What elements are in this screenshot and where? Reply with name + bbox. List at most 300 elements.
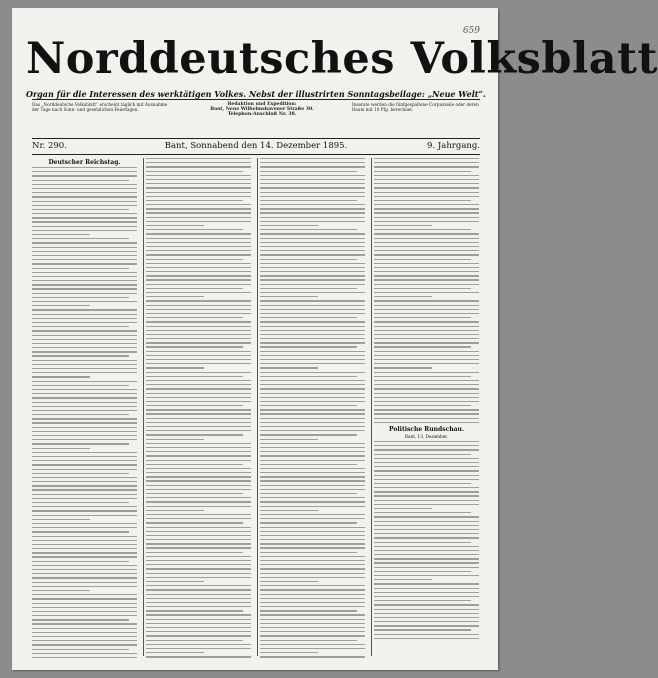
text-line	[146, 212, 251, 213]
text-line	[374, 600, 471, 601]
text-line	[374, 372, 479, 373]
text-line	[374, 196, 479, 197]
text-line	[374, 309, 479, 310]
text-line	[32, 205, 137, 206]
text-line	[32, 657, 137, 658]
text-line	[32, 536, 137, 537]
text-line	[260, 250, 365, 251]
text-line	[374, 537, 479, 538]
text-line	[146, 330, 251, 331]
text-line	[32, 201, 137, 202]
text-line	[260, 401, 365, 402]
text-line	[260, 489, 365, 490]
text-line	[374, 525, 479, 526]
text-line	[374, 529, 479, 530]
text-line	[32, 548, 137, 549]
text-line	[32, 259, 137, 260]
text-line	[374, 267, 479, 268]
text-line	[260, 581, 318, 582]
text-line	[32, 351, 137, 352]
text-line	[146, 489, 251, 490]
text-line	[260, 212, 365, 213]
text-line	[32, 301, 137, 302]
text-line	[146, 300, 251, 301]
text-line	[374, 445, 479, 446]
text-line	[32, 402, 137, 403]
text-line	[146, 623, 251, 624]
text-line	[146, 556, 251, 557]
text-line	[374, 491, 479, 492]
text-line	[146, 426, 251, 427]
header-mid-line-2: Bant, Neue Wilhelmshavener Straße 30.	[210, 107, 314, 113]
text-line	[146, 376, 243, 377]
text-line	[32, 531, 129, 532]
masthead-title: Norddeutsches Volksblatt	[26, 34, 658, 84]
text-line	[260, 468, 365, 469]
text-line	[260, 259, 357, 260]
text-line	[146, 380, 251, 381]
text-line	[260, 497, 365, 498]
text-line	[32, 226, 137, 227]
text-line	[260, 648, 365, 649]
text-line	[374, 562, 479, 563]
dateline-rule-top	[32, 138, 480, 139]
text-line	[374, 384, 479, 385]
text-line	[146, 166, 251, 167]
text-line	[146, 208, 251, 209]
text-line	[146, 238, 251, 239]
text-line	[32, 309, 137, 310]
text-line	[32, 397, 137, 398]
text-line	[374, 393, 479, 394]
text-line	[374, 554, 479, 555]
text-line	[374, 413, 479, 414]
header-left-info: Das „Norddeutsche Volksblatt“ erscheint täglich mit Ausnahme der Tage nach Sonn- und gesetzlichen Feiertagen.	[32, 102, 168, 113]
text-line	[32, 485, 137, 486]
text-line	[374, 638, 479, 639]
text-line	[146, 279, 251, 280]
text-line	[146, 527, 251, 528]
text-line	[32, 167, 137, 168]
text-line	[260, 171, 357, 172]
text-line	[374, 629, 471, 630]
text-line	[146, 573, 251, 574]
column-1-text	[32, 167, 137, 658]
text-line	[374, 516, 479, 517]
text-line	[260, 338, 365, 339]
text-line	[374, 259, 471, 260]
text-line	[374, 351, 479, 352]
text-line	[260, 476, 365, 477]
text-line	[146, 271, 251, 272]
text-line	[374, 171, 471, 172]
text-line	[374, 588, 479, 589]
text-line	[146, 259, 243, 260]
text-line	[374, 326, 479, 327]
text-line	[32, 230, 137, 231]
text-line	[32, 414, 129, 415]
text-line	[260, 313, 365, 314]
text-line	[260, 225, 318, 226]
text-columns	[32, 158, 480, 658]
text-line	[260, 606, 365, 607]
column-4	[374, 158, 479, 658]
text-line	[260, 321, 365, 322]
text-line	[32, 598, 137, 599]
text-line	[374, 634, 479, 635]
text-line	[146, 250, 251, 251]
text-line	[374, 454, 471, 455]
text-line	[146, 635, 251, 636]
text-line	[32, 255, 137, 256]
text-line	[32, 552, 137, 553]
text-line	[260, 623, 365, 624]
text-line	[374, 359, 479, 360]
text-line	[32, 355, 129, 356]
text-line	[260, 288, 357, 289]
text-line	[32, 288, 137, 289]
text-line	[146, 292, 251, 293]
text-line	[260, 631, 365, 632]
text-line	[32, 272, 137, 273]
issue-date: Bant, Sonnabend den 14. Dezember 1895.	[164, 141, 348, 151]
text-line	[374, 583, 479, 584]
text-line	[260, 430, 365, 431]
text-line	[260, 413, 365, 414]
text-line	[260, 472, 365, 473]
text-line	[374, 596, 479, 597]
text-line	[32, 347, 137, 348]
text-line	[260, 598, 365, 599]
text-line	[260, 535, 365, 536]
text-line	[374, 495, 479, 496]
text-line	[374, 208, 479, 209]
volume-number: 9. Jahrgang.	[427, 141, 480, 151]
text-line	[32, 368, 137, 369]
text-line	[146, 468, 251, 469]
text-line	[32, 628, 137, 629]
text-line	[374, 166, 479, 167]
text-line	[260, 531, 365, 532]
text-line	[32, 284, 137, 285]
text-line	[146, 447, 251, 448]
text-line	[374, 512, 471, 513]
text-line	[260, 573, 365, 574]
text-line	[32, 410, 137, 411]
text-line	[146, 192, 251, 193]
text-line	[260, 388, 365, 389]
text-line	[260, 355, 365, 356]
text-line	[32, 175, 137, 176]
text-line	[374, 462, 479, 463]
text-line	[146, 480, 251, 481]
text-line	[32, 234, 90, 235]
text-line	[374, 592, 479, 593]
text-line	[374, 409, 479, 410]
text-line	[260, 376, 357, 377]
text-line	[146, 284, 251, 285]
text-line	[260, 233, 365, 234]
text-line	[374, 401, 479, 402]
text-line	[32, 322, 137, 323]
text-line	[260, 568, 365, 569]
text-line	[146, 451, 251, 452]
text-line	[260, 577, 365, 578]
text-line	[146, 472, 251, 473]
text-line	[32, 498, 137, 499]
text-line	[374, 376, 471, 377]
text-line	[146, 359, 251, 360]
text-line	[32, 577, 137, 578]
text-line	[146, 326, 251, 327]
text-line	[374, 483, 471, 484]
text-line	[374, 500, 479, 501]
text-line	[374, 233, 479, 234]
text-line	[260, 279, 365, 280]
text-line	[146, 652, 204, 653]
text-line	[260, 204, 365, 205]
text-line	[374, 504, 479, 505]
text-line	[146, 560, 251, 561]
text-line	[260, 196, 365, 197]
text-line	[260, 656, 365, 657]
text-line	[374, 330, 479, 331]
text-line	[146, 162, 251, 163]
text-line	[146, 233, 251, 234]
header-right-info: Inserate werden die fünfgespaltene Corpuszeile oder deren Raum mit 10 Pfg. berechnet.	[352, 102, 479, 113]
text-line	[146, 409, 251, 410]
column-2	[146, 158, 251, 658]
text-line	[146, 196, 251, 197]
text-line	[146, 598, 251, 599]
text-line	[374, 192, 479, 193]
text-line	[146, 355, 251, 356]
text-line	[32, 171, 137, 172]
text-line	[32, 343, 137, 344]
text-line	[374, 175, 479, 176]
text-line	[32, 305, 90, 306]
text-line	[146, 242, 251, 243]
text-line	[374, 162, 479, 163]
text-line	[374, 238, 479, 239]
text-line	[146, 413, 251, 414]
text-line	[146, 485, 251, 486]
text-line	[32, 515, 137, 516]
text-line	[32, 469, 137, 470]
column-4-text-bottom	[374, 441, 479, 639]
text-line	[374, 321, 479, 322]
text-line	[146, 640, 243, 641]
text-line	[146, 229, 243, 230]
text-line	[32, 506, 137, 507]
text-line	[374, 613, 479, 614]
text-line	[146, 296, 204, 297]
page-number: 659	[462, 26, 480, 36]
text-line	[146, 535, 251, 536]
text-line	[146, 384, 251, 385]
text-line	[260, 560, 365, 561]
text-line	[32, 221, 137, 222]
text-line	[374, 212, 479, 213]
text-line	[146, 614, 251, 615]
text-line	[374, 363, 479, 364]
text-line	[260, 602, 365, 603]
text-line	[32, 439, 137, 440]
text-line	[374, 533, 479, 534]
text-line	[374, 254, 479, 255]
text-line	[374, 204, 479, 205]
text-line	[146, 363, 251, 364]
text-line	[146, 510, 204, 511]
text-line	[32, 318, 137, 319]
text-line	[146, 275, 251, 276]
text-line	[374, 179, 479, 180]
text-line	[374, 242, 479, 243]
text-line	[374, 346, 471, 347]
text-line	[260, 594, 365, 595]
text-line	[146, 217, 251, 218]
text-line	[260, 539, 365, 540]
text-line	[374, 263, 479, 264]
text-line	[374, 546, 479, 547]
header-mid-line-3: Telephon-Anschluß Nr. 38.	[227, 112, 297, 118]
text-line	[374, 550, 479, 551]
column-divider	[257, 158, 258, 656]
text-line	[260, 510, 318, 511]
text-line	[260, 422, 365, 423]
text-line	[260, 346, 357, 347]
text-line	[146, 254, 251, 255]
text-line	[260, 166, 365, 167]
text-line	[146, 200, 243, 201]
text-line	[32, 422, 137, 423]
text-line	[32, 293, 137, 294]
text-line	[374, 367, 432, 368]
text-line	[260, 501, 365, 502]
text-line	[146, 317, 243, 318]
text-line	[260, 359, 365, 360]
newspaper-page	[12, 8, 658, 670]
text-line	[260, 547, 365, 548]
text-line	[260, 480, 365, 481]
text-line	[146, 171, 243, 172]
text-line	[260, 585, 365, 586]
text-line	[32, 590, 90, 591]
text-line	[374, 279, 479, 280]
text-line	[32, 653, 137, 654]
text-line	[374, 609, 479, 610]
text-line	[374, 250, 479, 251]
text-line	[146, 246, 251, 247]
text-line	[32, 184, 137, 185]
text-line	[260, 238, 365, 239]
text-line	[374, 275, 479, 276]
text-line	[374, 422, 479, 423]
text-line	[146, 455, 251, 456]
text-line	[146, 581, 204, 582]
text-line	[374, 229, 471, 230]
text-line	[260, 443, 365, 444]
text-line	[260, 451, 365, 452]
text-line	[146, 539, 251, 540]
text-line	[260, 158, 365, 159]
text-line	[260, 380, 365, 381]
text-line	[32, 519, 90, 520]
text-line	[32, 623, 137, 624]
text-line	[32, 615, 137, 616]
text-line	[260, 589, 365, 590]
text-line	[374, 405, 471, 406]
text-line	[32, 464, 137, 465]
text-line	[146, 656, 251, 657]
text-line	[32, 569, 137, 570]
text-line	[146, 418, 251, 419]
text-line	[260, 522, 357, 523]
text-line	[32, 381, 137, 382]
text-line	[374, 338, 479, 339]
text-line	[32, 452, 137, 453]
text-line	[374, 200, 471, 201]
text-line	[374, 558, 479, 559]
text-line	[374, 355, 479, 356]
text-line	[32, 477, 137, 478]
text-line	[260, 300, 365, 301]
text-line	[260, 552, 357, 553]
text-line	[260, 409, 365, 410]
text-line	[32, 594, 137, 595]
text-line	[146, 372, 251, 373]
text-line	[32, 389, 137, 390]
text-line	[32, 192, 137, 193]
text-line	[146, 644, 251, 645]
text-line	[374, 542, 471, 543]
text-line	[374, 521, 479, 522]
text-line	[32, 494, 137, 495]
text-line	[32, 314, 137, 315]
text-line	[32, 443, 129, 444]
text-line	[32, 431, 137, 432]
text-line	[32, 326, 129, 327]
text-line	[374, 313, 479, 314]
text-line	[260, 405, 357, 406]
text-line	[374, 621, 479, 622]
text-line	[146, 225, 204, 226]
text-line	[374, 508, 432, 509]
text-line	[260, 192, 365, 193]
text-line	[146, 648, 251, 649]
text-line	[146, 518, 251, 519]
text-line	[260, 309, 365, 310]
text-line	[374, 225, 432, 226]
column-3	[260, 158, 365, 658]
text-line	[32, 330, 137, 331]
text-line	[146, 493, 243, 494]
text-line	[260, 518, 365, 519]
text-line	[32, 393, 137, 394]
text-line	[260, 485, 365, 486]
text-line	[32, 376, 90, 377]
text-line	[146, 397, 251, 398]
text-line	[146, 393, 251, 394]
text-line	[146, 610, 243, 611]
text-line	[260, 426, 365, 427]
dateline	[32, 141, 480, 153]
text-line	[260, 506, 365, 507]
text-line	[32, 561, 129, 562]
text-line	[146, 309, 251, 310]
text-line	[32, 540, 137, 541]
text-line	[374, 288, 471, 289]
